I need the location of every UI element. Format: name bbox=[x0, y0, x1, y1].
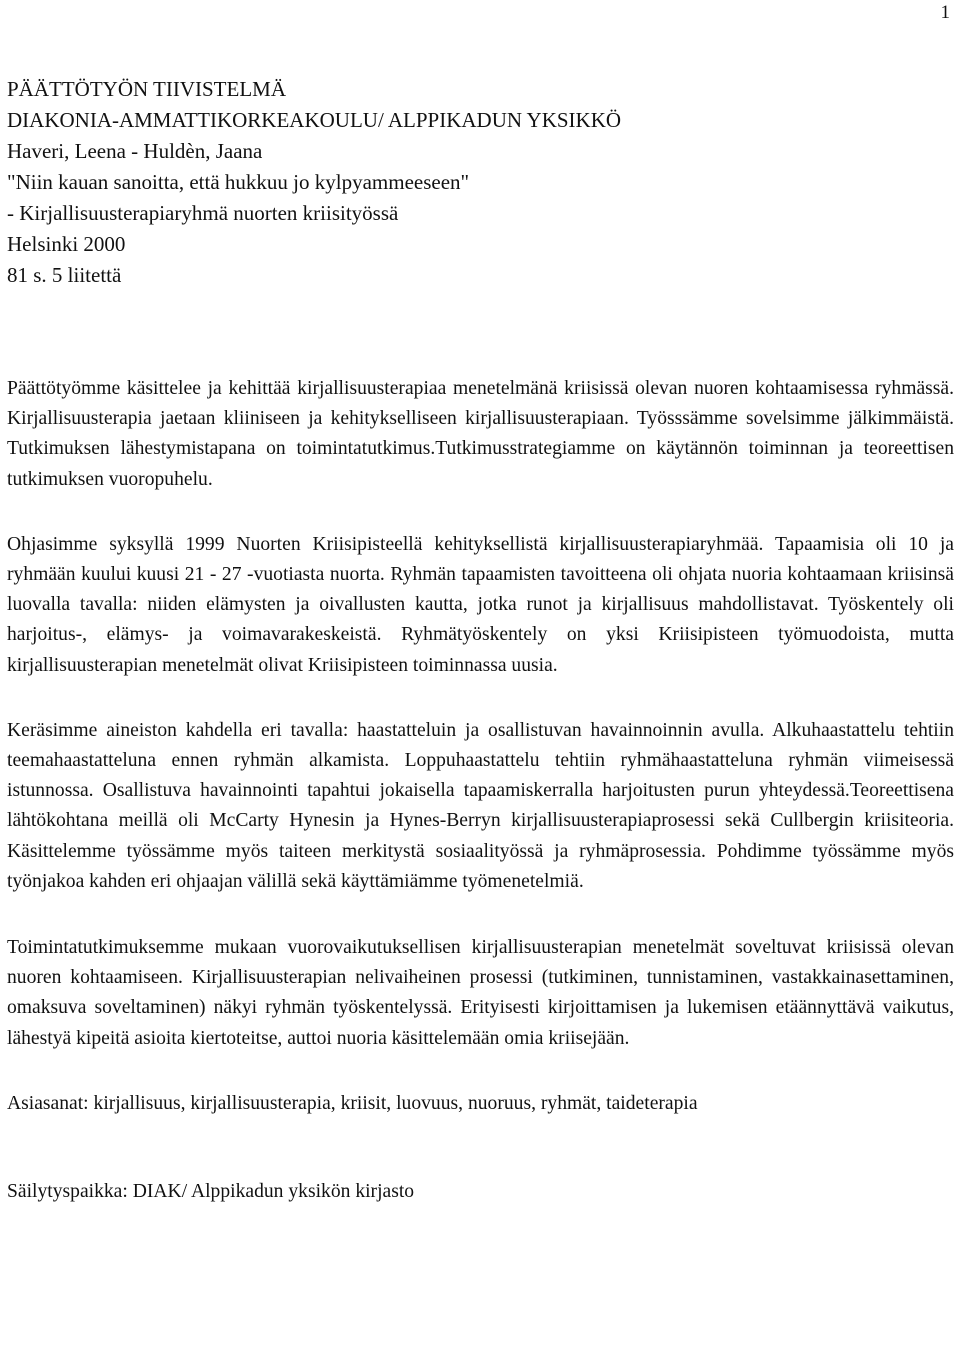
place-and-year: Helsinki 2000 bbox=[7, 232, 126, 256]
paragraph-topic: Päättötyömme käsittelee ja kehittää kirjallisuusterapiaa menetelmänä kriisissä olevan nuoren kohtaamisessa ryhmässä. Kirjallisuusterapia jaetaan kliiniseen ja kehitykselliseen kirjallisuusterapiaan. Työsssämme sovelsimme jälkimmäistä. Tutkimuksen lähestymistapana on toimintatutkimus.Tutkimusstrategiamme on käytännön toiminnan ja teoreettisen tutkimuksen vuoropuhelu. bbox=[7, 378, 954, 490]
keywords: Asiasanat: kirjallisuus, kirjallisuusterapia, kriisit, luovuus, nuoruus, ryhmät, taideterapia bbox=[7, 1092, 698, 1114]
paragraph-methods: Keräsimme aineiston kahdella eri tavalla: haastatteluin ja osallistuvan havainnoinnin avulla. Alkuhaastattelu tehtiin teemahaastatteluna ennen ryhmän alkamista. Loppuhaastattelu tehtiin ryhmähaastatteluna ryhmän viimeisessä istunnossa. Osallistuva havainnointi tapahtui jokaisella tapaamiskerralla harjoitusten purun yhteydessä.Teoreettisena lähtökohtana meillä oli McCarty Hynesin ja Hynes-Berryn kirjallisuusterapiaprosessi sekä Cullbergin kriisiteoria. Käsittelemme työssämme myös taiteen merkitystä sosiaalityössä ja ryhmäprosessia. Pohdimme työssämme myös työnjakoa kahden eri ohjaajan välillä sekä käyttämiämme työmenetelmiä. bbox=[7, 719, 954, 892]
document-type-title: PÄÄTTÖTYÖN TIIVISTELMÄ bbox=[7, 77, 286, 101]
paragraph-results: Toimintatutkimuksemme mukaan vuorovaikutuksellisen kirjallisuusterapian menetelmät soveltuvat kriisissä olevan nuoren kohtaamiseen. Kirjallisuusterapian nelivaiheinen prosessi (tutkiminen, tunnistaminen, vastakkainasettaminen, omaksuva soveltaminen) näkyi ryhmän työskentelyssä. Erityisesti kirjoittamisen ja lukemisen etäännyttävä vaikutus, lähestyä kipeitä asioita kiertoteitse, auttoi nuoria käsittelemään omia kriisejään. bbox=[7, 937, 954, 1049]
thesis-title: "Niin kauan sanoitta, että hukkuu jo kylpyammeeseen" bbox=[7, 170, 470, 194]
page-number: 1 bbox=[940, 2, 950, 23]
abstract-header bbox=[7, 74, 947, 291]
page-count: 81 s. 5 liitettä bbox=[7, 263, 122, 287]
abstract-body bbox=[7, 374, 954, 1207]
thesis-subtitle: - Kirjallisuusterapiaryhmä nuorten kriisityössä bbox=[7, 201, 399, 225]
authors: Haveri, Leena - Huldèn, Jaana bbox=[7, 139, 263, 163]
storage-location: Säilytyspaikka: DIAK/ Alppikadun yksikön kirjasto bbox=[7, 1181, 415, 1203]
institution-name: DIAKONIA-AMMATTIKORKEAKOULU/ ALPPIKADUN YKSIKKÖ bbox=[7, 108, 622, 132]
paragraph-group-description: Ohjasimme syksyllä 1999 Nuorten Kriisipisteellä kehityksellistä kirjallisuusterapiaryhmää. Tapaamisia oli 10 ja ryhmään kuului kuusi 21 - 27 -vuotiasta nuorta. Ryhmän tapaamisten tavoitteena oli ohjata nuoria kohtaamaan kriisinsä luovalla tavalla: niiden elämysten ja oivallusten kautta, jotka runot ja kirjallisuus mahdollistavat. Työskentely oli harjoitus-, elämys- ja voimavarakeskeistä. Ryhmätyöskentely on yksi Kriisipisteen työmuodoista, mutta kirjallisuusterapian menetelmät olivat Kriisipisteen toiminnassa uusia. bbox=[7, 533, 954, 676]
